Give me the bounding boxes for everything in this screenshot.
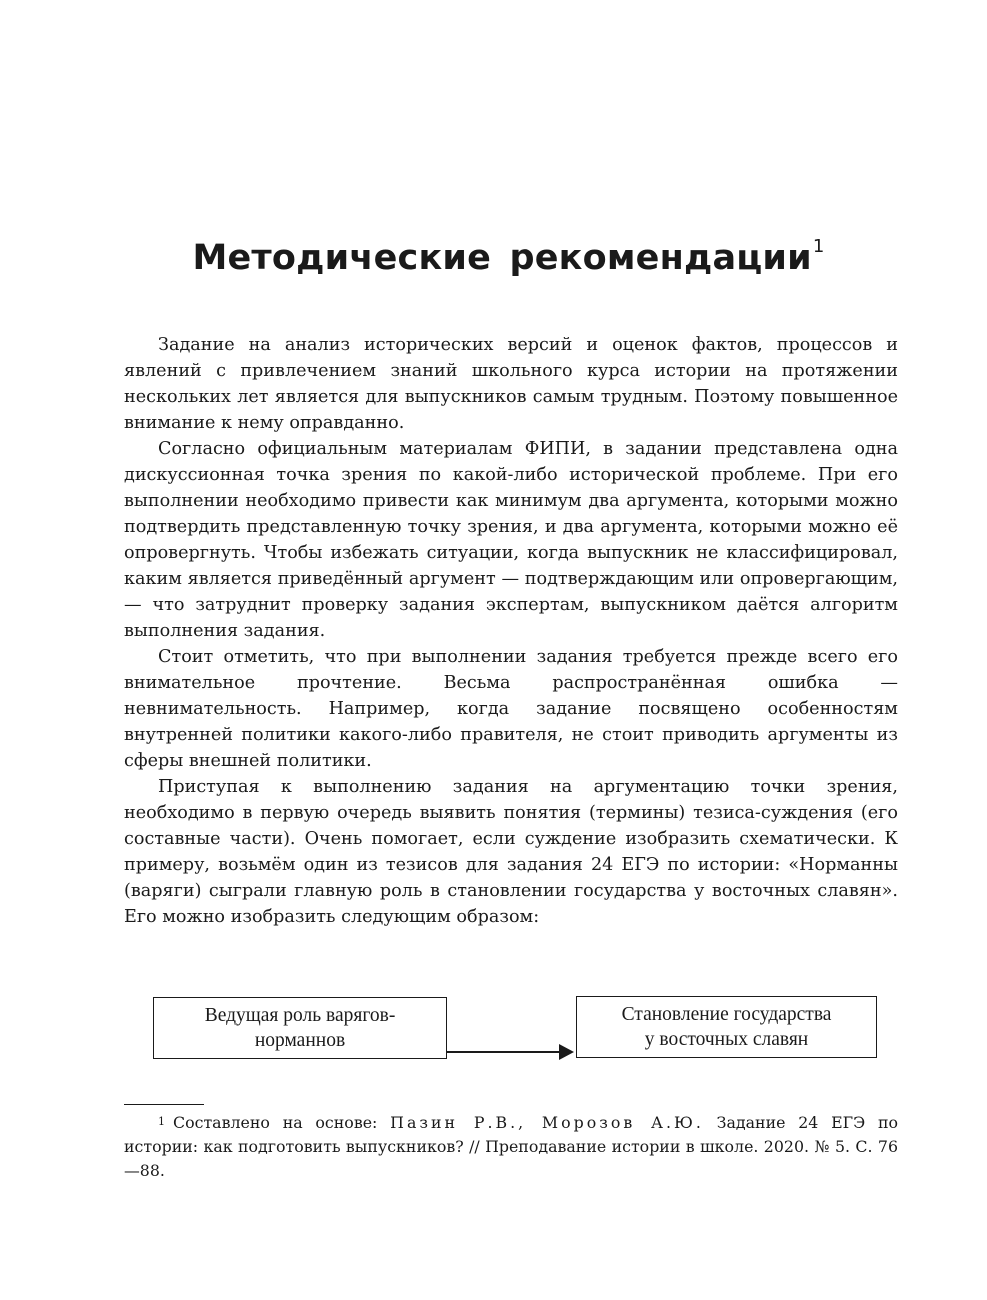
- diagram-arrow: [446, 1042, 576, 1062]
- title-footnote-mark: 1: [812, 236, 825, 257]
- right-box-line-2: у восточных славян: [644, 1029, 809, 1050]
- left-box-line-1: Ведущая роль варягов-: [204, 1005, 396, 1026]
- diagram-right-box: [576, 996, 877, 1058]
- footnote: [124, 1111, 898, 1183]
- paragraph: Стоит отметить, что при выполнении задания требуется прежде всего его внимательное прочтение. Весьма распространённая ошибка — невнимательность. Например, когда задание посвящено особенностям внутренней политики какого-либо правителя, не стоит приводить аргументы из сферы внешней политики.: [124, 647, 898, 771]
- footnote-authors: Пазин Р.В., Морозов А.Ю.: [390, 1113, 704, 1132]
- footnote-divider: [124, 1104, 204, 1105]
- footnote-prefix: Составлено на основе:: [173, 1113, 378, 1132]
- left-box-line-2: норманнов: [254, 1030, 346, 1051]
- right-box-line-1: Становление государства: [621, 1004, 832, 1025]
- paragraph: Согласно официальным материалам ФИПИ, в задании представлена одна дискуссионная точка зрения по какой-либо исторической проблеме. При его выполнении необходимо привести как минимум два аргумента, которыми можно подтвердить представленную точку зрения, и два аргумента, которыми можно её опровергнуть. Чтобы избежать ситуации, когда выпускник не классифицировал, каким является приведённый аргумент — подтверждающим или опровергающим, — что затруднит проверку задания экспертам, выпускником даётся алгоритм выполнения задания.: [124, 439, 898, 641]
- body-text: [124, 332, 898, 930]
- footnote-text: Задание 24 ЕГЭ по истории: как подготовить выпускников? // Преподавание истории в школе. 2020. № 5. С. 76—88.: [124, 1113, 898, 1180]
- page-title: [0, 238, 987, 278]
- paragraph: Задание на анализ исторических версий и оценок фактов, процессов и явлений с привлечением знаний школьного курса истории на протяжении нескольких лет является для выпускников самым трудным. Поэтому повышенное внимание к нему оправданно.: [124, 335, 898, 433]
- footnote-mark: 1: [158, 1115, 165, 1128]
- page-title-text: Методические рекомендации: [192, 238, 812, 278]
- paragraph: Приступая к выполнению задания на аргументацию точки зрения, необходимо в первую очередь выявить понятия (термины) тезиса-суждения (его составные части). Очень помогает, если суждение изобразить схематически. К примеру, возьмём один из тезисов для задания 24 ЕГЭ по истории: «Норманны (варяги) сыграли главную роль в становлении государства у восточных славян». Его можно изобразить следующим образом:: [124, 777, 898, 927]
- diagram-left-box: [153, 997, 447, 1059]
